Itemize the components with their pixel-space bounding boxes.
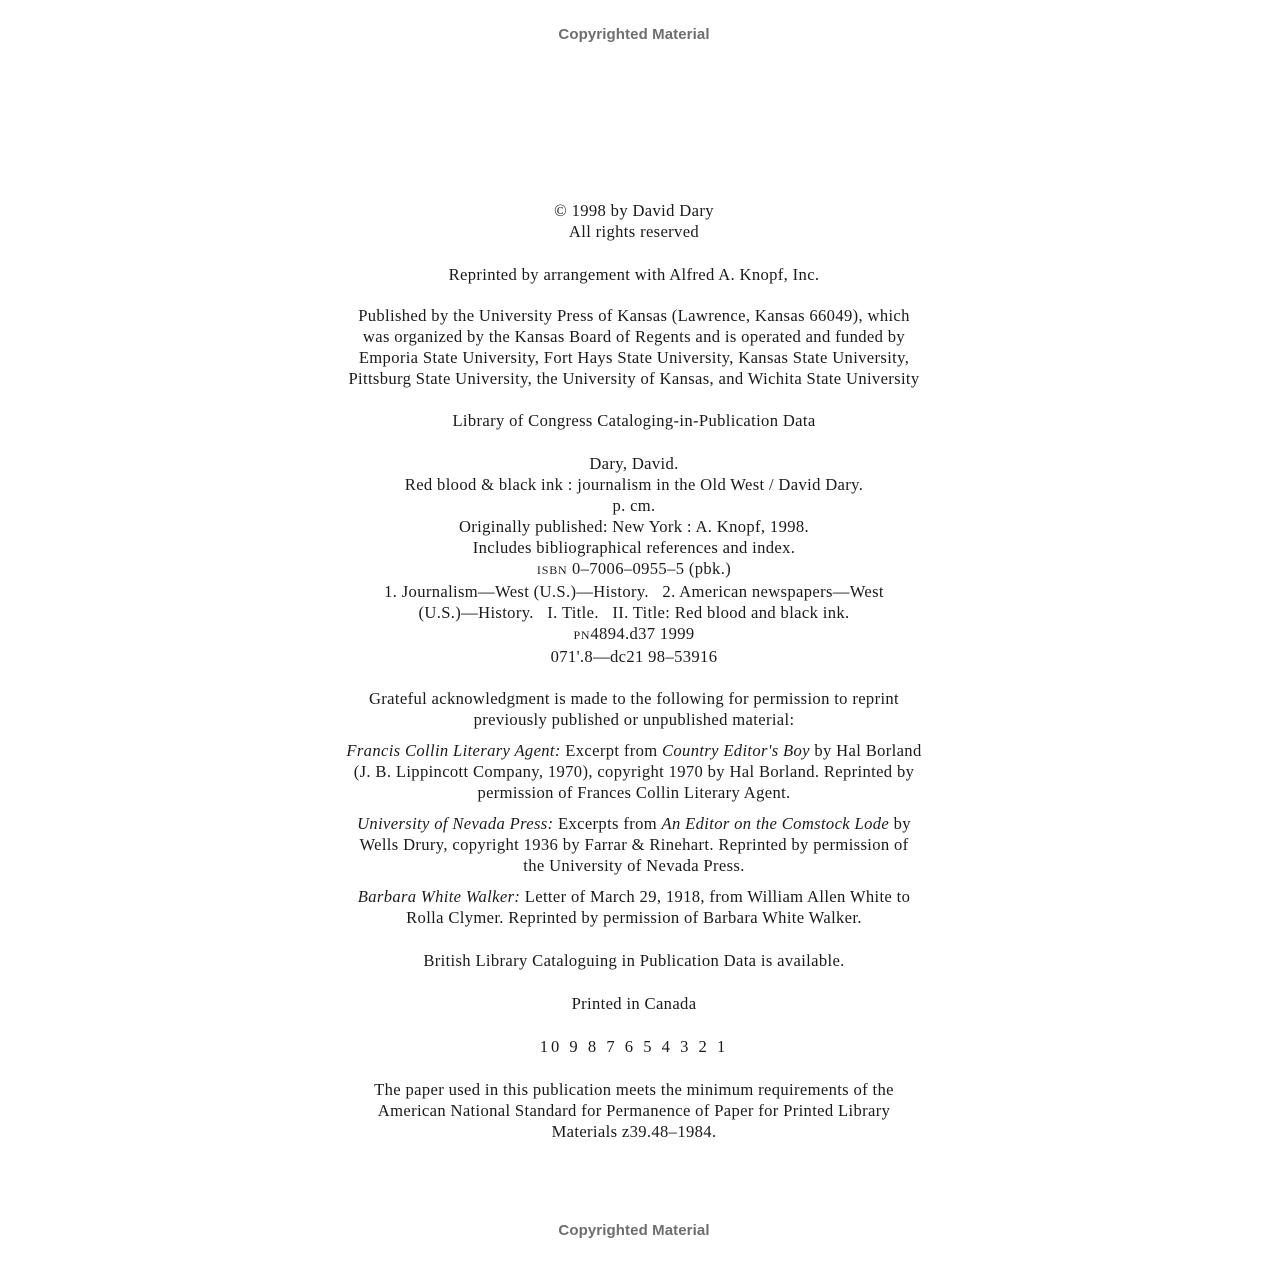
permission-agent: University of Nevada Press: <box>357 814 554 833</box>
british-library-notice: British Library Cataloguing in Publication Data is available. <box>423 951 845 970</box>
permission-work: Country Editor's Boy <box>661 741 810 760</box>
acknowledgment-line: Grateful acknowledgment is made to the following for permission to reprint <box>368 689 900 708</box>
permission-collin: Francis Collin Literary Agent: Excerpt from Country Editor's Boy by Hal Borland (J. B. Lippincott Company, 1970), copyright 1970 by Hal Borland. Reprinted by permission of Frances Collin Literary Agent. <box>346 741 922 802</box>
permission-nevada: University of Nevada Press: Excerpts from An Editor on the Comstock Lode by Wells Drury, copyright 1936 by Farrar & Rinehart. Reprinted by permission of the University of Nevada Press. <box>357 814 911 875</box>
pn-value: 4894.d37 1999 <box>590 624 695 643</box>
cip-data <box>0 453 1268 667</box>
permission-agent: Barbara White Walker: <box>357 887 521 906</box>
paper-line: American National Standard for Permanence of Paper for Printed Library <box>377 1101 891 1120</box>
copyright-notice <box>0 200 1268 242</box>
cip-pn <box>0 623 1268 646</box>
publisher-line: Emporia State University, Fort Hays State University, Kansas State University, <box>358 348 910 367</box>
printed-in: Printed in Canada <box>571 994 697 1013</box>
publisher-line: Pittsburg State University, the University of Kansas, and Wichita State University <box>348 369 920 388</box>
cip-originally: Originally published: New York : A. Knopf, 1998. <box>458 517 810 536</box>
loc-heading <box>0 410 1268 431</box>
paper-standard-notice <box>0 1079 1268 1142</box>
copyrighted-material-watermark-bottom: Copyrighted Material <box>558 1222 710 1239</box>
cip-title: Red blood & black ink : journalism in the Old West / David Dary. <box>404 475 864 494</box>
cip-pcm: p. cm. <box>612 496 656 515</box>
copyright-page <box>0 200 1268 1142</box>
reprint-line: Reprinted by arrangement with Alfred A. Knopf, Inc. <box>448 265 820 284</box>
pn-label: PN <box>573 628 591 642</box>
cip-includes: Includes bibliographical references and index. <box>472 538 796 557</box>
permission-agent: Francis Collin Literary Agent: <box>346 741 561 760</box>
paper-line: Materials z39.48–1984. <box>551 1122 717 1141</box>
rights-line: All rights reserved <box>568 222 700 241</box>
cip-author: Dary, David. <box>589 454 679 473</box>
printing-line-numbers: 10 9 8 7 6 5 4 3 2 1 <box>539 1037 729 1056</box>
cip-subjects: 1. Journalism—West (U.S.)—History. 2. American newspapers—West <box>384 582 884 601</box>
acknowledgment-intro <box>0 688 1268 730</box>
reprint-notice <box>0 264 1268 285</box>
publisher-line: was organized by the Kansas Board of Regents and is operated and funded by <box>362 327 906 346</box>
copyrighted-material-watermark-top: Copyrighted Material <box>558 26 710 43</box>
acknowledgment-line: previously published or unpublished material: <box>473 710 795 729</box>
paper-line: The paper used in this publication meets the minimum requirements of the <box>374 1080 894 1099</box>
publisher-line: Published by the University Press of Kansas (Lawrence, Kansas 66049), which <box>358 306 910 325</box>
copyright-line: © 1998 by David Dary <box>554 201 714 220</box>
isbn-label: ISBN <box>536 563 568 577</box>
permission-work: An Editor on the Comstock Lode <box>661 814 890 833</box>
isbn-value: 0–7006–0955–5 (pbk.) <box>571 559 732 578</box>
cip-subjects: (U.S.)—History. I. Title. II. Title: Red blood and black ink. <box>418 603 850 622</box>
loc-heading-text: Library of Congress Cataloging-in-Publication Data <box>452 411 816 430</box>
cip-dewey: 071'.8—dc21 98–53916 <box>550 647 718 666</box>
publisher-statement <box>0 305 1268 389</box>
cip-isbn <box>0 558 1268 581</box>
permission-walker: Barbara White Walker: Letter of March 29, 1918, from William Allen White to Rolla Clymer. Reprinted by permission of Barbara White Walker. <box>357 887 911 927</box>
